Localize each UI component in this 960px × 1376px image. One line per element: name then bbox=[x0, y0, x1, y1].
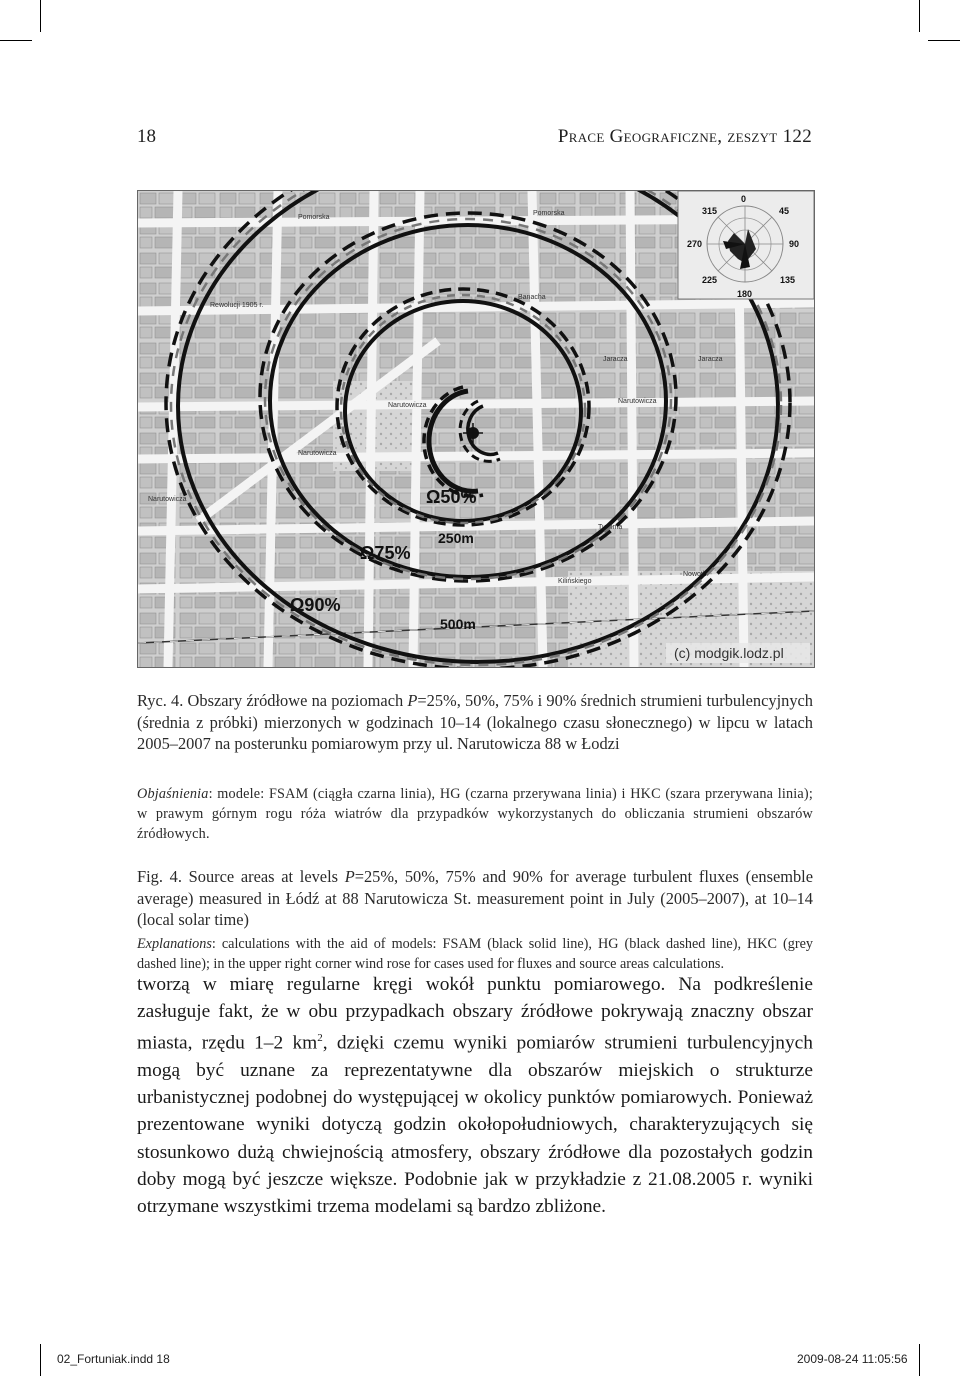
map-credit: (c) modgik.lodz.pl bbox=[674, 645, 784, 661]
crop-mark bbox=[0, 40, 32, 41]
wind-rose-e: 90 bbox=[789, 239, 800, 249]
explanation-en-label: Explanations bbox=[137, 936, 212, 952]
street-label: Narutowicza bbox=[298, 450, 337, 457]
running-title: Prace Geograficzne, zeszyt 122 bbox=[557, 126, 812, 147]
footer-file-name: 02_Fortuniak.indd 18 bbox=[57, 1352, 170, 1366]
scale-250m-label: 250m bbox=[438, 530, 474, 546]
explanation-en-text: : calculations with the aid of models: FSAM (black solid line), HG (black dashed line), HKC (grey dashed line); in the upper right corner wind rose for cases used for fluxes and source areas calculations. bbox=[137, 936, 813, 972]
explanation-pl-label: Objaśnienia bbox=[137, 786, 209, 802]
scale-500m-label: 500m bbox=[440, 616, 476, 632]
street-label: Jaracza bbox=[603, 356, 628, 363]
wind-rose-ne: 45 bbox=[779, 206, 790, 216]
crop-mark bbox=[919, 0, 920, 32]
body-text-part2: , dzięki czemu wyniki pomiarów strumieni turbulencyjnych mogą być uznane za reprezentatywne dla obszarów miejskich o strukturze urbanistycznej podobnej do występującej w okolicy punktów pomiarowych. Ponieważ prezentowane wyniki dotyczą godzin okołopołudniowych, charakteryzujących się stosunkowo dużą chwiejnością atmosfery, obszary źródłowe dla pozostałych godzin doby mogą być jeszcze większe. Podobnie jak w przykładzie z 21.08.2005 r. wyniki otrzymane wszystkimi trzema modelami są bardzo zbliżone. bbox=[137, 1032, 813, 1218]
street-label: Nowotki bbox=[683, 571, 708, 578]
figure-map bbox=[137, 190, 815, 668]
street-label: Kilińskiego bbox=[558, 578, 592, 585]
footer-timestamp: 2009-08-24 11:05:56 bbox=[797, 1352, 908, 1366]
street-label: Tuwima bbox=[598, 524, 623, 531]
figure-explanation-en bbox=[137, 934, 813, 974]
crop-mark bbox=[928, 40, 960, 41]
crop-mark bbox=[40, 1344, 41, 1376]
street-label: Banacha bbox=[518, 294, 546, 301]
street-label: Jaracza bbox=[698, 356, 723, 363]
caption-pl-lead: Ryc. 4. Obszary źródłowe na poziomach bbox=[137, 691, 408, 710]
wind-rose-se: 135 bbox=[780, 275, 796, 285]
street-label: Pomorska bbox=[533, 210, 565, 217]
omega-75-label: Ω75% bbox=[360, 543, 411, 563]
street-label: Pomorska bbox=[298, 214, 330, 221]
street-label: Narutowicza bbox=[618, 398, 657, 405]
explanation-pl-text: : modele: FSAM (ciągła czarna linia), HG (czarna przerywana linia) i HKC (szara przerywana linia); w prawym górnym rogu róża wiatrów dla przypadków wykorzystanych do obliczania strumieni obszarów źródłowych. bbox=[137, 786, 813, 842]
figure-caption-pl bbox=[137, 690, 813, 755]
omega-90-label: Ω90% bbox=[290, 595, 341, 615]
wind-rose-sw: 225 bbox=[702, 275, 718, 285]
wind-rose-s: 180 bbox=[737, 289, 753, 299]
caption-en-rest: =25%, 50%, 75% and 90% for average turbulent fluxes (ensemble average) measured in Łódź at 88 Narutowicza St. measurement point in July (2005–2007), at 10–14 (local solar time) bbox=[137, 867, 813, 929]
wind-rose-w: 270 bbox=[687, 239, 703, 249]
figure-explanation-pl bbox=[137, 784, 813, 844]
page-number: 18 bbox=[137, 126, 156, 147]
wind-rose bbox=[678, 191, 814, 299]
body-paragraph bbox=[137, 971, 813, 1220]
street-label: Narutowicza bbox=[148, 496, 187, 503]
omega-50-label: Ω50% bbox=[426, 487, 477, 507]
street-label: Narutowicza bbox=[388, 402, 427, 409]
caption-en-lead: Fig. 4. Source areas at levels bbox=[137, 867, 345, 886]
body-text-superscript: 2 bbox=[317, 1032, 323, 1045]
wind-rose-nw: 315 bbox=[702, 206, 718, 216]
caption-pl-rest: =25%, 50%, 75% i 90% średnich strumieni turbulencyjnych (średnia z próbki) mierzonych w godzinach 10–14 (lokalnego czasu słonecznego) w lipcu w latach 2005–2007 na posterunku pomiarowym przy ul. Narutowicza 88 w Łodzi bbox=[137, 691, 813, 753]
map-svg bbox=[138, 191, 814, 667]
street-label: Rewolucji 1905 r. bbox=[210, 302, 264, 309]
crop-mark bbox=[40, 0, 41, 32]
caption-pl-p: P bbox=[407, 691, 418, 710]
wind-rose-n: 0 bbox=[741, 194, 747, 204]
figure-caption-en bbox=[137, 866, 813, 931]
caption-en-p: P bbox=[344, 867, 355, 886]
body-text-part1: tworzą w miarę regularne kręgi wokół punktu pomiarowego. Na podkreślenie zasługuje fakt, że w obu przypadkach obszary źródłowe pokrywają znaczny obszar miasta, rzędu 1–2 km bbox=[137, 974, 813, 1054]
crop-mark bbox=[919, 1344, 920, 1376]
